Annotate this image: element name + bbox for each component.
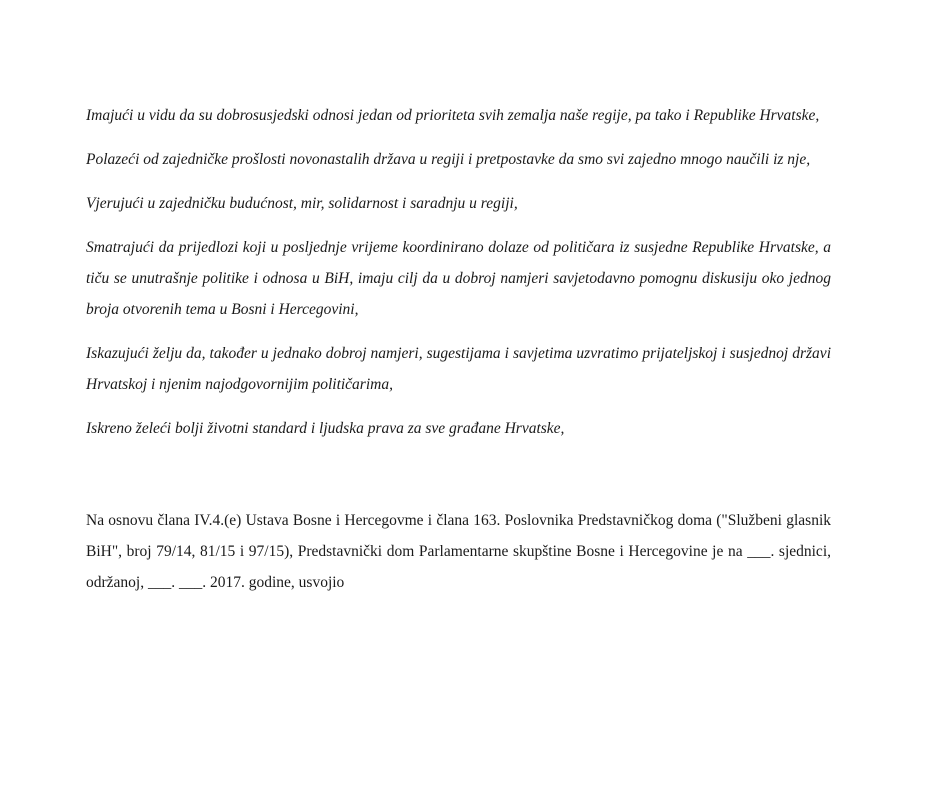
preamble-paragraph-5: Iskazujući želju da, također u jednako dobroj namjeri, sugestijama i savjetima uzvratimo prijateljskoj i susjednoj državi Hrvatskoj i njenim najodgovornijim političarima, <box>86 345 831 393</box>
preamble-paragraph-4: Smatrajući da prijedlozi koji u posljednje vrijeme koordinirano dolaze od političara iz susjedne Republike Hrvatske, a tiču se unutrašnje politike i odnosa u BiH, imaju cilj da u dobroj namjeri savjetodavno pomognu diskusiju oko jednog broja otvorenih tema u Bosni i Hercegovini, <box>86 239 831 318</box>
preamble-paragraph-1: Imajući u vidu da su dobrosusjedski odnosi jedan od prioriteta svih zemalja naše regije, pa tako i Republike Hrvatske, <box>86 107 820 124</box>
document-body <box>86 100 831 598</box>
preamble-paragraph-2: Polazeći od zajedničke prošlosti novonastalih država u regiji i pretpostavke da smo svi zajedno mnogo naučili iz nje, <box>86 151 811 168</box>
preamble-paragraph-3: Vjerujući u zajedničku budućnost, mir, solidarnost i saradnju u regiji, <box>86 195 518 212</box>
section-spacer <box>86 457 831 505</box>
legal-basis-paragraph: Na osnovu člana IV.4.(e) Ustava Bosne i Hercegovme i člana 163. Poslovnika Predstavničkog doma ("Službeni glasnik BiH", broj 79/14, 81/15 i 97/15), Predstavnički dom Parlamentarne skupštine Bosne i Hercegovine je na ___. sjednici, održanoj, ___. ___. 2017. godine, usvojio <box>86 512 831 591</box>
preamble-paragraph-6: Iskreno želeći bolji životni standard i ljudska prava za sve građane Hrvatske, <box>86 420 565 437</box>
